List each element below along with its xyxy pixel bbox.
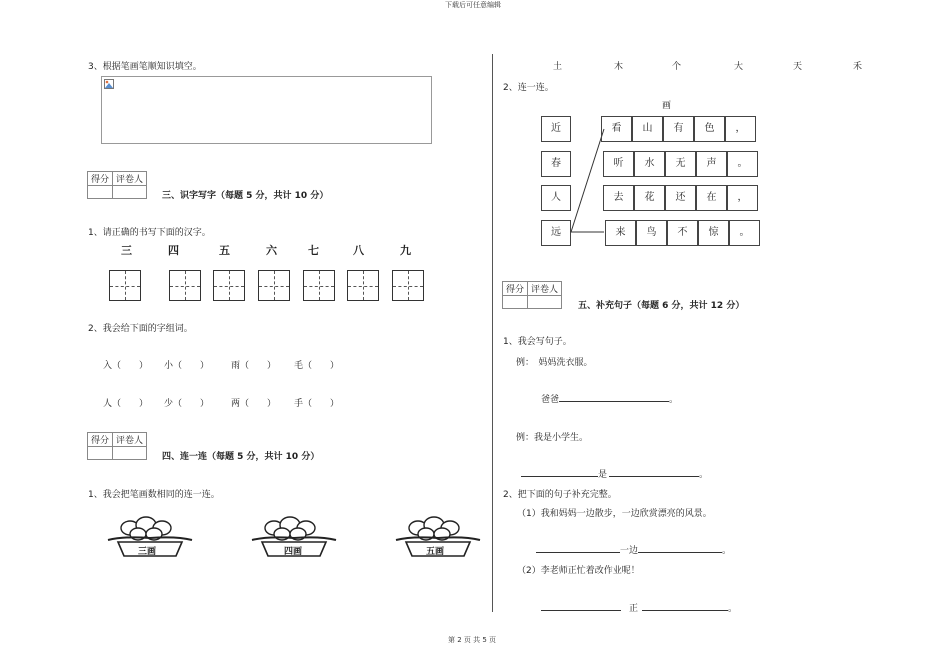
score-label: 得分 [503, 282, 528, 296]
writing-grid[interactable] [258, 270, 290, 301]
char-wu: 五 [219, 244, 230, 257]
q2-title: 2、连一连。 [503, 83, 554, 93]
blank-line[interactable] [521, 468, 598, 477]
section4-title: 四、连一连（每题 5 分，共计 10 分） [162, 452, 320, 462]
q3-title: 3、根据笔画笔顺知识填空。 [88, 62, 202, 72]
poem-cell[interactable]: 惊 [698, 220, 729, 246]
poem-cell[interactable]: 来 [605, 220, 636, 246]
score-table-section3 [87, 171, 147, 199]
char-ba: 八 [353, 244, 364, 257]
poem-cell[interactable]: 声 [696, 151, 727, 177]
score-table-section4 [87, 432, 147, 460]
s5-q1: 1、我会写句子。 [503, 337, 572, 347]
top-char: 大 [734, 62, 744, 72]
s3-q1: 1、请正确的书写下面的汉字。 [88, 228, 211, 238]
top-char: 土 [553, 62, 563, 72]
flower-pot-picture [104, 516, 196, 562]
fill-sentence-4 [541, 601, 737, 614]
sub-question-1: （1）我和妈妈一边散步，一边欣赏漂亮的风景。 [517, 509, 712, 519]
poem-cell[interactable]: 无 [665, 151, 696, 177]
char-qi: 七 [308, 244, 319, 257]
header-note: 下载后可任意编辑 [445, 1, 501, 9]
word-item: 小（ ） [164, 361, 210, 371]
word-item: 两（ ） [231, 399, 277, 409]
poem-cell[interactable]: ， [725, 116, 756, 142]
top-char: 禾 [853, 62, 863, 72]
broken-image-icon [104, 79, 114, 89]
score-table-section5 [502, 281, 562, 309]
sentence-word: 一边 [620, 546, 639, 556]
flower-pot-picture [248, 516, 340, 562]
writing-grid[interactable] [109, 270, 141, 301]
writing-grid[interactable] [213, 270, 245, 301]
poem-cell[interactable]: 听 [603, 151, 634, 177]
grader-label: 评卷人 [113, 433, 147, 447]
flower-label: 三画 [138, 547, 157, 557]
word-item: 雨（ ） [231, 361, 277, 371]
blank-line[interactable] [541, 602, 621, 611]
poem-cell[interactable]: 鸟 [636, 220, 667, 246]
example-2: 例：我是小学生。 [516, 433, 589, 443]
sentence-period: 。 [699, 470, 709, 480]
score-label: 得分 [88, 433, 113, 447]
grader-label: 评卷人 [528, 282, 562, 296]
blank-line[interactable] [642, 602, 728, 611]
poem-cell[interactable]: 在 [696, 185, 727, 211]
answer-image-box [101, 76, 432, 144]
sentence-period: 。 [722, 546, 732, 556]
column-divider [492, 54, 493, 612]
match-left-box[interactable]: 近 [541, 116, 571, 142]
fill-sentence-2 [521, 467, 708, 480]
char-si: 四 [168, 244, 179, 257]
word-item: 手（ ） [294, 399, 340, 409]
blank-line[interactable] [609, 468, 699, 477]
poem-cell[interactable]: 去 [603, 185, 634, 211]
word-item: 少（ ） [164, 399, 210, 409]
word-item: 人（ ） [103, 399, 149, 409]
match-left-box[interactable]: 春 [541, 151, 571, 177]
sentence-word: 是 [598, 470, 608, 480]
match-left-box[interactable]: 远 [541, 220, 571, 246]
flower-pot-picture [392, 516, 484, 562]
score-label: 得分 [88, 172, 113, 186]
example-1: 例： 妈妈洗衣服。 [516, 358, 593, 368]
flower-label: 五画 [426, 547, 445, 557]
writing-grid[interactable] [347, 270, 379, 301]
char-san: 三 [121, 244, 132, 257]
word-item: 毛（ ） [294, 361, 340, 371]
poem-cell[interactable]: 花 [634, 185, 665, 211]
blank-line[interactable] [638, 544, 722, 553]
poem-cell[interactable]: 。 [727, 151, 758, 177]
flower-label: 四画 [284, 547, 303, 557]
sentence-period: 。 [669, 395, 679, 405]
fill-sentence-3 [536, 543, 731, 556]
poem-title: 画 [662, 101, 672, 111]
poem-cell[interactable]: 看 [601, 116, 632, 142]
writing-grid[interactable] [392, 270, 424, 301]
top-char: 木 [614, 62, 624, 72]
poem-cell[interactable]: 。 [729, 220, 760, 246]
poem-cell[interactable]: 水 [634, 151, 665, 177]
poem-cell[interactable]: 山 [632, 116, 663, 142]
sentence-prefix: 爸爸 [541, 395, 560, 405]
char-jiu: 九 [400, 244, 411, 257]
poem-cell[interactable]: 色 [694, 116, 725, 142]
section3-title: 三、识字写字（每题 5 分，共计 10 分） [162, 191, 329, 201]
grader-label: 评卷人 [113, 172, 147, 186]
match-left-box[interactable]: 人 [541, 185, 571, 211]
word-item: 入（ ） [103, 361, 149, 371]
s5-q2: 2、把下面的句子补充完整。 [503, 490, 617, 500]
fill-sentence-1 [541, 392, 678, 405]
s3-q2: 2、我会给下面的字组词。 [88, 324, 193, 334]
char-liu: 六 [266, 244, 277, 257]
poem-cell[interactable]: 还 [665, 185, 696, 211]
blank-line[interactable] [559, 393, 669, 402]
writing-grid[interactable] [303, 270, 335, 301]
top-char: 个 [672, 62, 682, 72]
section5-title: 五、补充句子（每题 6 分，共计 12 分） [578, 301, 745, 311]
page-footer: 第 2 页 共 5 页 [448, 636, 497, 644]
blank-line[interactable] [536, 544, 620, 553]
sentence-period: 。 [728, 604, 738, 614]
poem-cell[interactable]: 有 [663, 116, 694, 142]
s4-q1: 1、我会把笔画数相同的连一连。 [88, 490, 220, 500]
poem-cell[interactable]: ， [727, 185, 758, 211]
writing-grid[interactable] [169, 270, 201, 301]
top-char: 天 [793, 62, 803, 72]
sentence-word: 正 [629, 604, 639, 614]
poem-cell[interactable]: 不 [667, 220, 698, 246]
sub-question-2: （2）李老师正忙着改作业呢！ [517, 566, 640, 576]
